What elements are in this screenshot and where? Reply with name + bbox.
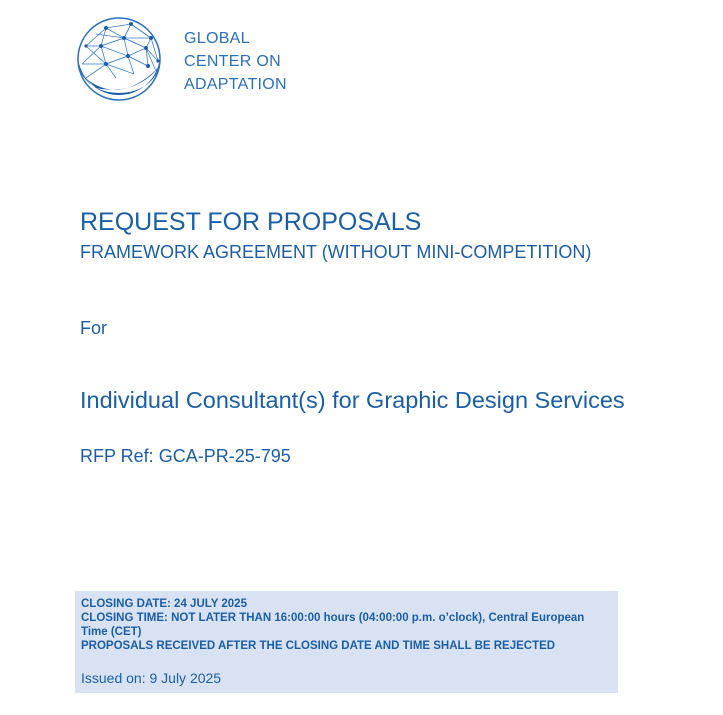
document-title: REQUEST FOR PROPOSALS — [80, 208, 422, 236]
closing-details — [81, 597, 611, 653]
logo-line-1: GLOBAL — [184, 30, 250, 47]
for-label: For — [80, 318, 107, 338]
logo-line-3: ADAPTATION — [184, 76, 287, 93]
globe-icon — [76, 16, 162, 102]
closing-info-box — [75, 591, 618, 693]
logo-wordmark — [184, 27, 287, 96]
rfp-reference: RFP Ref: GCA-PR-25-795 — [80, 446, 291, 466]
logo-line-2: CENTER ON — [184, 53, 281, 70]
rejection-notice: PROPOSALS RECEIVED AFTER THE CLOSING DATE AND TIME SHALL BE REJECTED — [81, 640, 556, 652]
service-title: Individual Consultant(s) for Graphic Design Services — [80, 387, 625, 413]
organization-logo — [76, 16, 306, 106]
document-subtitle: FRAMEWORK AGREEMENT (WITHOUT MINI-COMPETITION) — [80, 242, 592, 262]
issued-date: Issued on: 9 July 2025 — [81, 670, 222, 686]
closing-date: CLOSING DATE: 24 JULY 2025 — [81, 598, 247, 610]
closing-time: CLOSING TIME: NOT LATER THAN 16:00:00 hours (04:00:00 p.m. o’clock), Central European Time (CET) — [81, 612, 585, 638]
